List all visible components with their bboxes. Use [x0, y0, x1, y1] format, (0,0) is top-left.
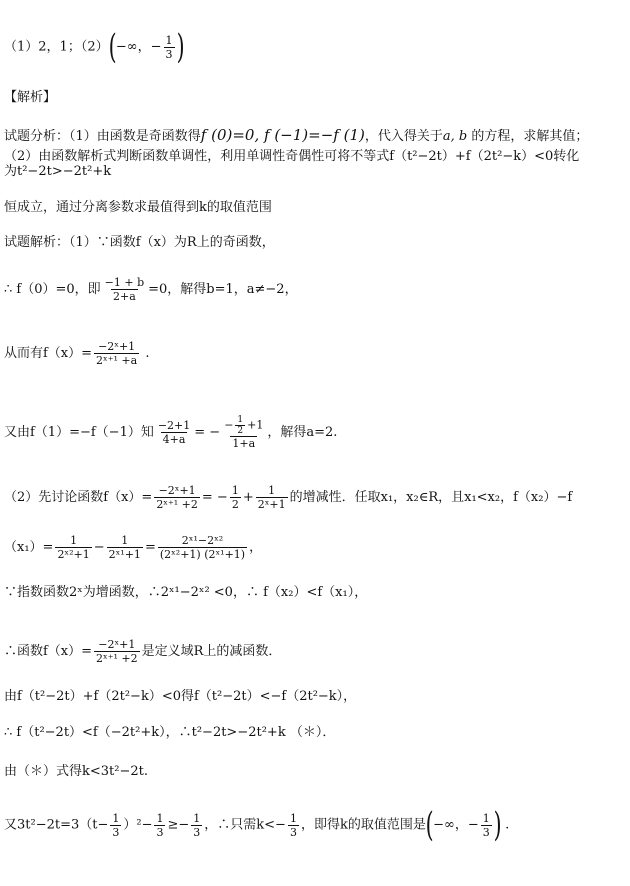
sol4-fraction-2 [222, 415, 265, 450]
analysis-math-1: f (0)=0, f (−1)=−f (1) [200, 126, 365, 144]
sol5-eq: = − [201, 490, 228, 505]
sol8-text-a: ∴函数f（x）= [4, 644, 93, 659]
sol4-fraction-1 [156, 419, 192, 446]
sol12-fraction-1 [110, 812, 121, 839]
sol3-text-a: 从而有f（x）= [4, 346, 93, 361]
sol4-inner-den: 2 [237, 426, 244, 436]
sol5-text-a: （2）先讨论函数f（x）= [4, 490, 153, 505]
sol6-frac1-den: 2ˣ²+1 [57, 548, 90, 561]
sol8-text-b: 是定义域R上的减函数． [141, 644, 282, 659]
sol8-frac-num: −2ˣ+1 [98, 638, 136, 651]
sol12-range-num: 1 [482, 811, 490, 825]
sol6-frac2-den: 2ˣ¹+1 [108, 548, 141, 561]
sol4-inner-plus: +1 [247, 418, 264, 432]
sol12-text-d: ，∴只需k<− [204, 817, 286, 833]
analysis-line-3: 为t²−2t>−2t²+k [4, 164, 112, 179]
solution-line-1: 试题解析：（1）∵函数f（x）为R上的奇函数， [4, 235, 275, 250]
answer-neg-inf: −∞， [115, 39, 151, 55]
sol4-text-b: ，解得a=2. [267, 425, 338, 440]
sol3-frac-num: −2ˣ+1 [98, 340, 136, 353]
sol12-frac4-num: 1 [289, 811, 297, 825]
sol5-fraction-2 [230, 484, 241, 511]
answer-frac-num: 1 [165, 33, 173, 47]
sol6-frac2-num: 1 [121, 534, 129, 547]
sol4-text-a: 又由f（1）=−f（−1）知 [4, 425, 154, 440]
analysis-line-2: （2）由函数解析式判断函数单调性，利用单调性奇偶性可将不等式f（t²−2t）+f（2t²−k）<0转化 [4, 149, 580, 164]
sol8-frac-den: 2ˣ⁺¹ +2 [96, 652, 138, 665]
left-paren: ( [108, 27, 117, 67]
sol12-fraction-2 [154, 812, 165, 839]
right-paren: ) [176, 27, 185, 67]
sol4-inner-num: 1 [237, 415, 244, 425]
analysis-text-1b: ，代入得关于 [364, 129, 443, 144]
sol2-fraction [103, 276, 146, 303]
answer-line [4, 27, 185, 67]
sol12-text-e: ，即得k的取值范围是 [300, 817, 426, 833]
sol6-minus: − [93, 540, 105, 555]
sol6-fraction-2 [107, 534, 143, 561]
solution-line-12 [4, 805, 510, 845]
sol4-frac1-den: 4+a [162, 433, 186, 446]
analysis-math-ab: a, b [442, 129, 468, 144]
sol6-frac3-den: (2ˣ²+1) (2ˣ¹+1) [159, 548, 246, 561]
solution-line-3 [4, 340, 149, 367]
range-left-paren: ( [425, 805, 434, 845]
answer-part1: （1）2，1；（2） [4, 39, 109, 55]
solution-line-6 [4, 534, 262, 561]
sol3-text-b: . [141, 346, 150, 361]
solution-line-8 [4, 638, 281, 665]
sol12-frac2-num: 1 [156, 811, 164, 825]
sol12-fraction-3 [191, 812, 202, 839]
sol12-text-c: ≥− [167, 817, 190, 833]
sol6-text-b: ， [249, 540, 263, 555]
sol5-frac3-den: 2ˣ+1 [257, 498, 286, 511]
sol12-frac3-num: 1 [193, 811, 201, 825]
sol6-frac3-num: 2ˣ¹−2ˣ² [181, 534, 224, 547]
solution-line-9: 由f（t²−2t）+f（2t²−k）<0得f（t²−2t）<−f（2t²−k）， [4, 689, 357, 704]
sol5-fraction-3 [256, 484, 288, 511]
sol2-text-a: ∴ f（0）=0，即 [4, 282, 101, 297]
sol6-eq: = [144, 540, 156, 555]
sol12-text-a: 又3t²−2t=3（t− [4, 817, 109, 833]
sol12-range-a: −∞，− [433, 817, 479, 833]
sol12-frac1-num: 1 [112, 811, 120, 825]
sol12-text-b: ）²− [123, 817, 153, 833]
sol4-frac2-num [222, 415, 265, 436]
answer-minus: − [150, 39, 162, 55]
sol12-frac1-den: 3 [112, 825, 120, 839]
sol4-inner-minus: − [224, 418, 234, 432]
answer-fraction [164, 34, 175, 61]
sol12-frac4-den: 3 [289, 825, 297, 839]
range-right-paren: ) [493, 805, 502, 845]
sol5-frac2-num: 1 [231, 484, 239, 497]
solution-line-7: ∵指数函数2ˣ为增函数，∴2ˣ¹−2ˣ² <0，∴ f（x₂）<f（x₁）， [4, 585, 368, 600]
sol6-fraction-1 [55, 534, 91, 561]
sol3-fraction [94, 340, 139, 367]
analysis-text-1a: 试题分析：（1）由函数是奇函数得 [4, 129, 201, 144]
sol2-text-b: =0，解得b=1，a≠−2， [148, 282, 298, 297]
answer-frac-den: 3 [165, 47, 173, 61]
sol4-eq: = − [194, 425, 221, 440]
sol4-frac2-den: 1+a [232, 437, 256, 450]
sol6-text-a: （x₁）= [4, 540, 54, 555]
solution-line-10: ∴ f（t²−2t）<f（−2t²+k），∴t²−2t>−2t²+k （＊）． [4, 725, 336, 740]
sol12-fraction-4 [288, 812, 299, 839]
sol12-range-fraction [481, 812, 492, 839]
sol5-frac1-den: 2ˣ⁺¹ +2 [156, 498, 198, 511]
sol3-frac-den: 2ˣ⁺¹ +a [96, 354, 138, 367]
analysis-text-1c: 的方程，求解其值； [467, 129, 589, 144]
solution-line-2 [4, 276, 298, 303]
sol12-frac2-den: 3 [156, 825, 164, 839]
section-title: 【解析】 [4, 90, 57, 105]
sol6-frac1-num: 1 [70, 534, 78, 547]
sol5-plus: + [242, 490, 254, 505]
sol5-frac2-den: 2 [231, 498, 239, 511]
sol12-frac3-den: 3 [193, 825, 201, 839]
sol5-text-b: 的增减性．任取x₁，x₂∈R，且x₁<x₂，f（x₂）−f [289, 490, 573, 505]
sol12-text-f: . [501, 817, 510, 833]
analysis-line-4: 恒成立，通过分离参数求最值得到k的取值范围 [4, 200, 272, 215]
solution-line-4 [4, 415, 337, 450]
sol4-frac1-num: −2+1 [157, 419, 191, 432]
sol6-fraction-3 [158, 534, 247, 561]
sol5-frac1-num: −2ˣ+1 [158, 484, 196, 497]
sol2-frac-num: −1 + b [104, 276, 145, 289]
sol5-frac3-num: 1 [268, 484, 276, 497]
solution-line-5 [4, 484, 572, 511]
sol5-fraction-1 [154, 484, 200, 511]
sol8-fraction [94, 638, 140, 665]
sol4-inner-frac [235, 415, 245, 436]
sol2-frac-den: 2+a [113, 290, 136, 303]
sol12-range-den: 3 [482, 825, 490, 839]
analysis-line-1 [4, 126, 588, 146]
solution-line-11: 由（＊）式得k<3t²−2t. [4, 764, 148, 779]
